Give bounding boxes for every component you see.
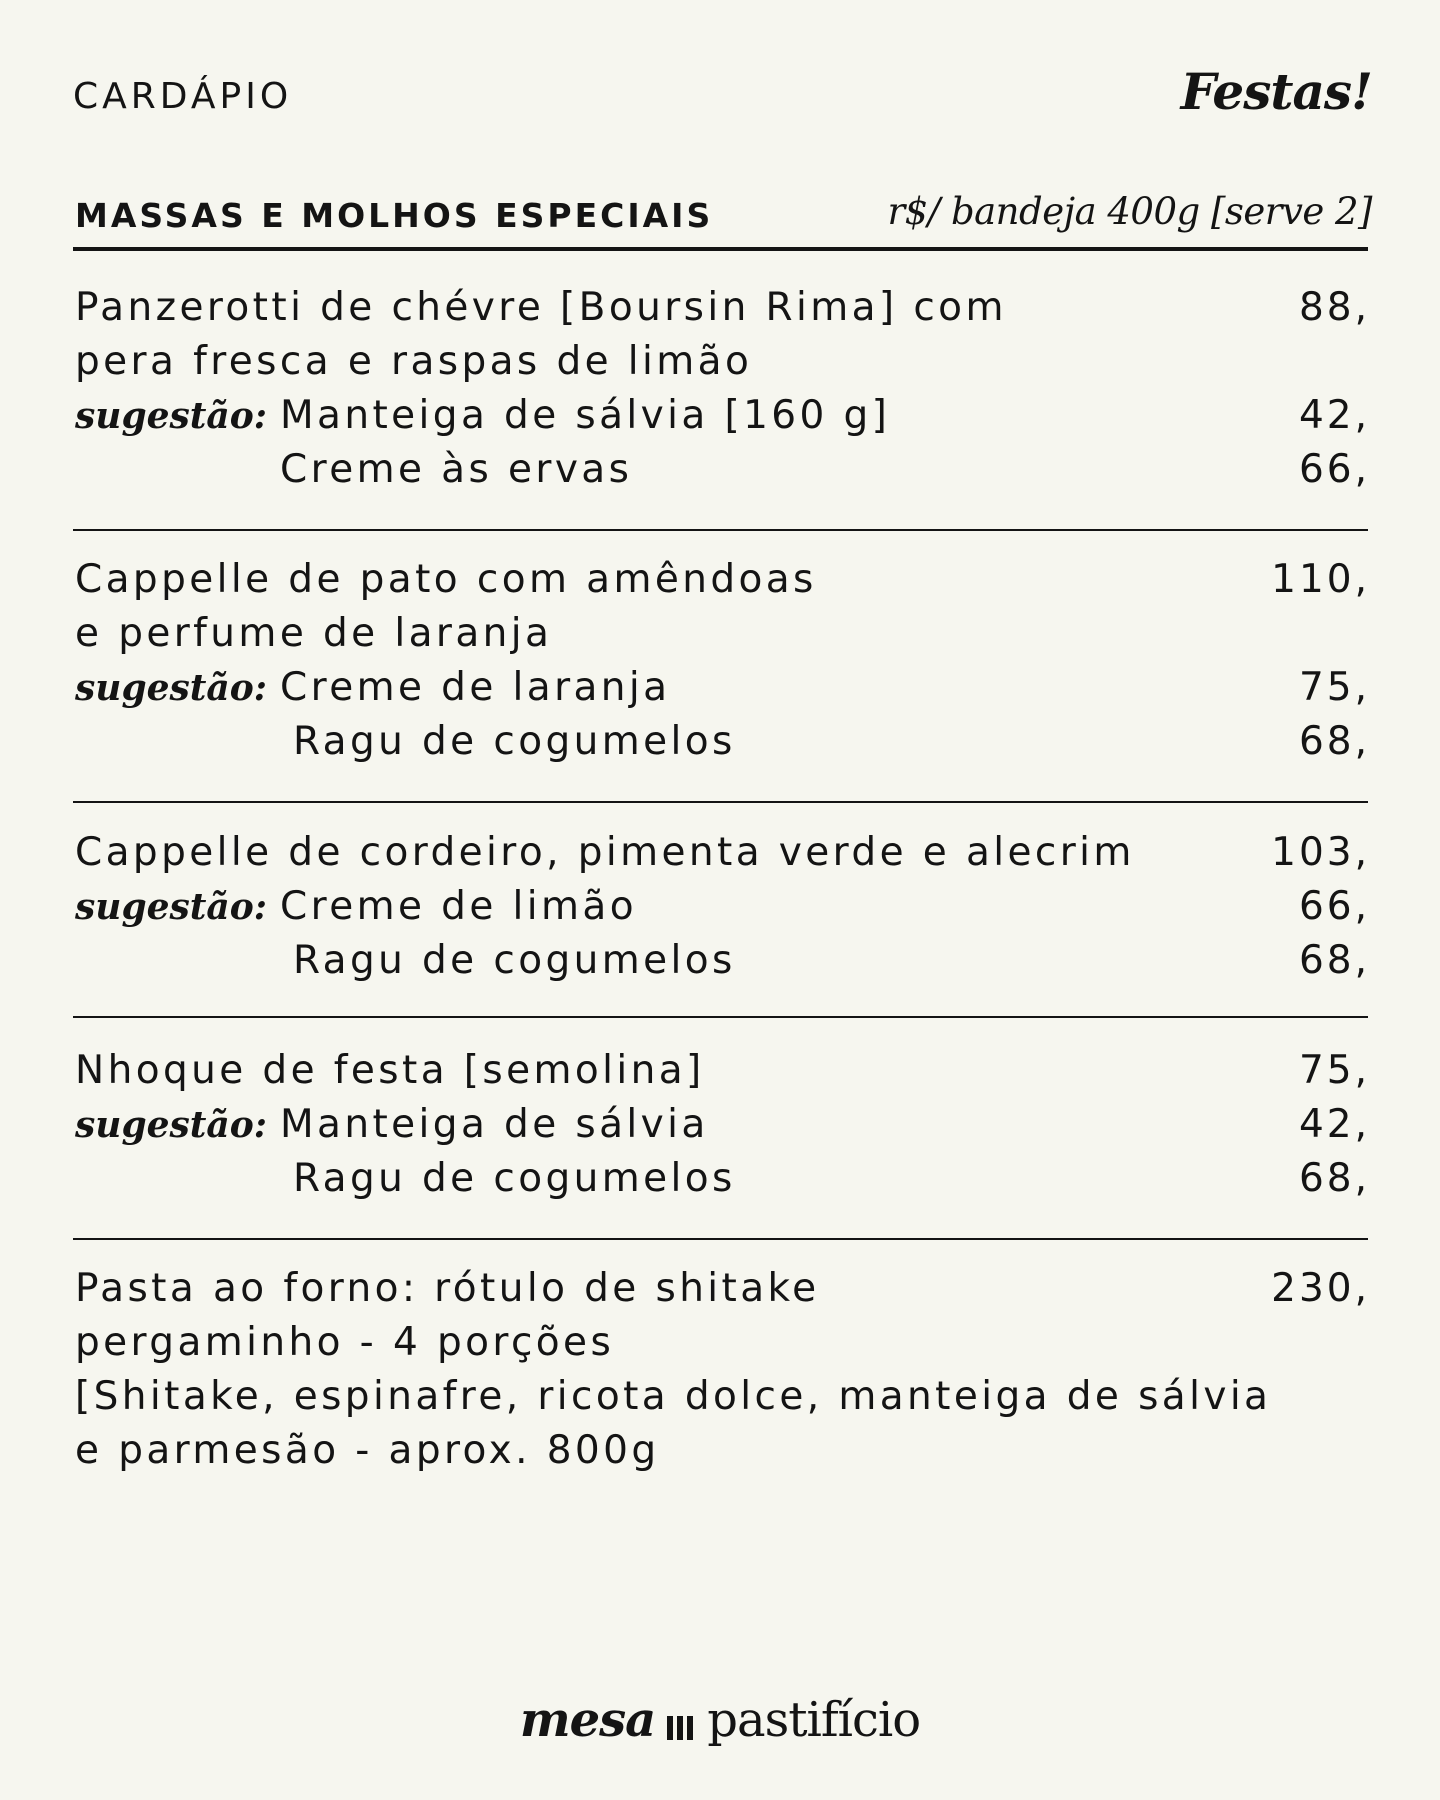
suggestion-price: 66, <box>1298 884 1370 929</box>
item-name: Panzerotti de chévre [Boursin Rima] com <box>75 285 1007 330</box>
suggestion-line <box>75 1098 1370 1152</box>
suggestion-name: Creme de limão <box>280 884 637 929</box>
suggestion-line <box>75 1152 1370 1206</box>
item-description-text: e parmesão - aprox. 800g <box>75 1428 660 1473</box>
menu-item-line <box>75 335 1370 389</box>
suggestion-name: Ragu de cogumelos <box>293 1156 736 1201</box>
item-name: Pasta ao forno: rótulo de shitake <box>75 1266 820 1311</box>
item-price: 88, <box>1298 285 1370 330</box>
menu-item-line <box>75 1044 1370 1098</box>
suggestion-label: sugestão: <box>75 886 268 928</box>
item-price: 103, <box>1271 830 1370 875</box>
menu-label: CARDÁPIO <box>73 76 293 117</box>
suggestion-name: Ragu de cogumelos <box>293 938 736 983</box>
suggestion-price: 42, <box>1298 393 1370 438</box>
item-name: Nhoque de festa [semolina] <box>75 1048 705 1093</box>
suggestion-name: Manteiga de sálvia [160 g] <box>280 393 891 438</box>
suggestion-line <box>75 389 1370 443</box>
suggestion-name: Ragu de cogumelos <box>293 719 736 764</box>
menu-item-line <box>75 1316 1370 1370</box>
brand-name-regular: pastifício <box>707 1692 921 1748</box>
suggestion-price: 68, <box>1298 719 1370 764</box>
menu-item-line <box>75 826 1370 880</box>
suggestion-price: 42, <box>1298 1102 1370 1147</box>
menu-title: Festas! <box>1180 62 1372 121</box>
suggestion-name: Manteiga de sálvia <box>280 1102 709 1147</box>
item-price: 75, <box>1298 1048 1370 1093</box>
brand-name-bold: mesa <box>519 1692 656 1748</box>
item-divider <box>73 801 1368 803</box>
item-name: Cappelle de pato com amêndoas <box>75 557 817 602</box>
suggestion-name: Creme de laranja <box>280 665 671 710</box>
item-divider <box>73 1238 1368 1240</box>
item-name-continued: pergaminho - 4 porções <box>75 1320 615 1365</box>
section-title: MASSAS E MOLHOS ESPECIAIS <box>75 196 714 235</box>
suggestion-line <box>75 934 1370 988</box>
item-divider <box>73 1016 1368 1018</box>
brand-bars-icon <box>667 1696 697 1752</box>
suggestion-line <box>75 661 1370 715</box>
price-unit-note: r$/ bandeja 400g [serve 2] <box>887 190 1372 233</box>
item-description <box>75 1424 1370 1478</box>
suggestion-price: 75, <box>1298 665 1370 710</box>
suggestion-price: 66, <box>1298 447 1370 492</box>
item-name: Cappelle de cordeiro, pimenta verde e alecrim <box>75 830 1135 875</box>
suggestion-line <box>75 443 1370 497</box>
item-name-continued: e perfume de laranja <box>75 611 553 656</box>
item-name-continued: pera fresca e raspas de limão <box>75 339 753 384</box>
menu-item-line <box>75 281 1370 335</box>
item-price: 110, <box>1271 557 1370 602</box>
item-description <box>75 1370 1370 1424</box>
suggestion-label: sugestão: <box>75 395 268 437</box>
suggestion-label: sugestão: <box>75 1104 268 1146</box>
section-divider <box>73 247 1368 251</box>
brand-logo <box>0 1692 1440 1752</box>
suggestion-name: Creme às ervas <box>280 447 633 492</box>
menu-item-line <box>75 607 1370 661</box>
suggestion-price: 68, <box>1298 1156 1370 1201</box>
menu-item-line <box>75 553 1370 607</box>
item-price: 230, <box>1271 1266 1370 1311</box>
suggestion-line <box>75 715 1370 769</box>
suggestion-line <box>75 880 1370 934</box>
suggestion-label: sugestão: <box>75 667 268 709</box>
menu-item-line <box>75 1262 1370 1316</box>
suggestion-price: 68, <box>1298 938 1370 983</box>
item-description-text: [Shitake, espinafre, ricota dolce, manteiga de sálvia <box>75 1374 1272 1419</box>
item-divider <box>73 529 1368 531</box>
